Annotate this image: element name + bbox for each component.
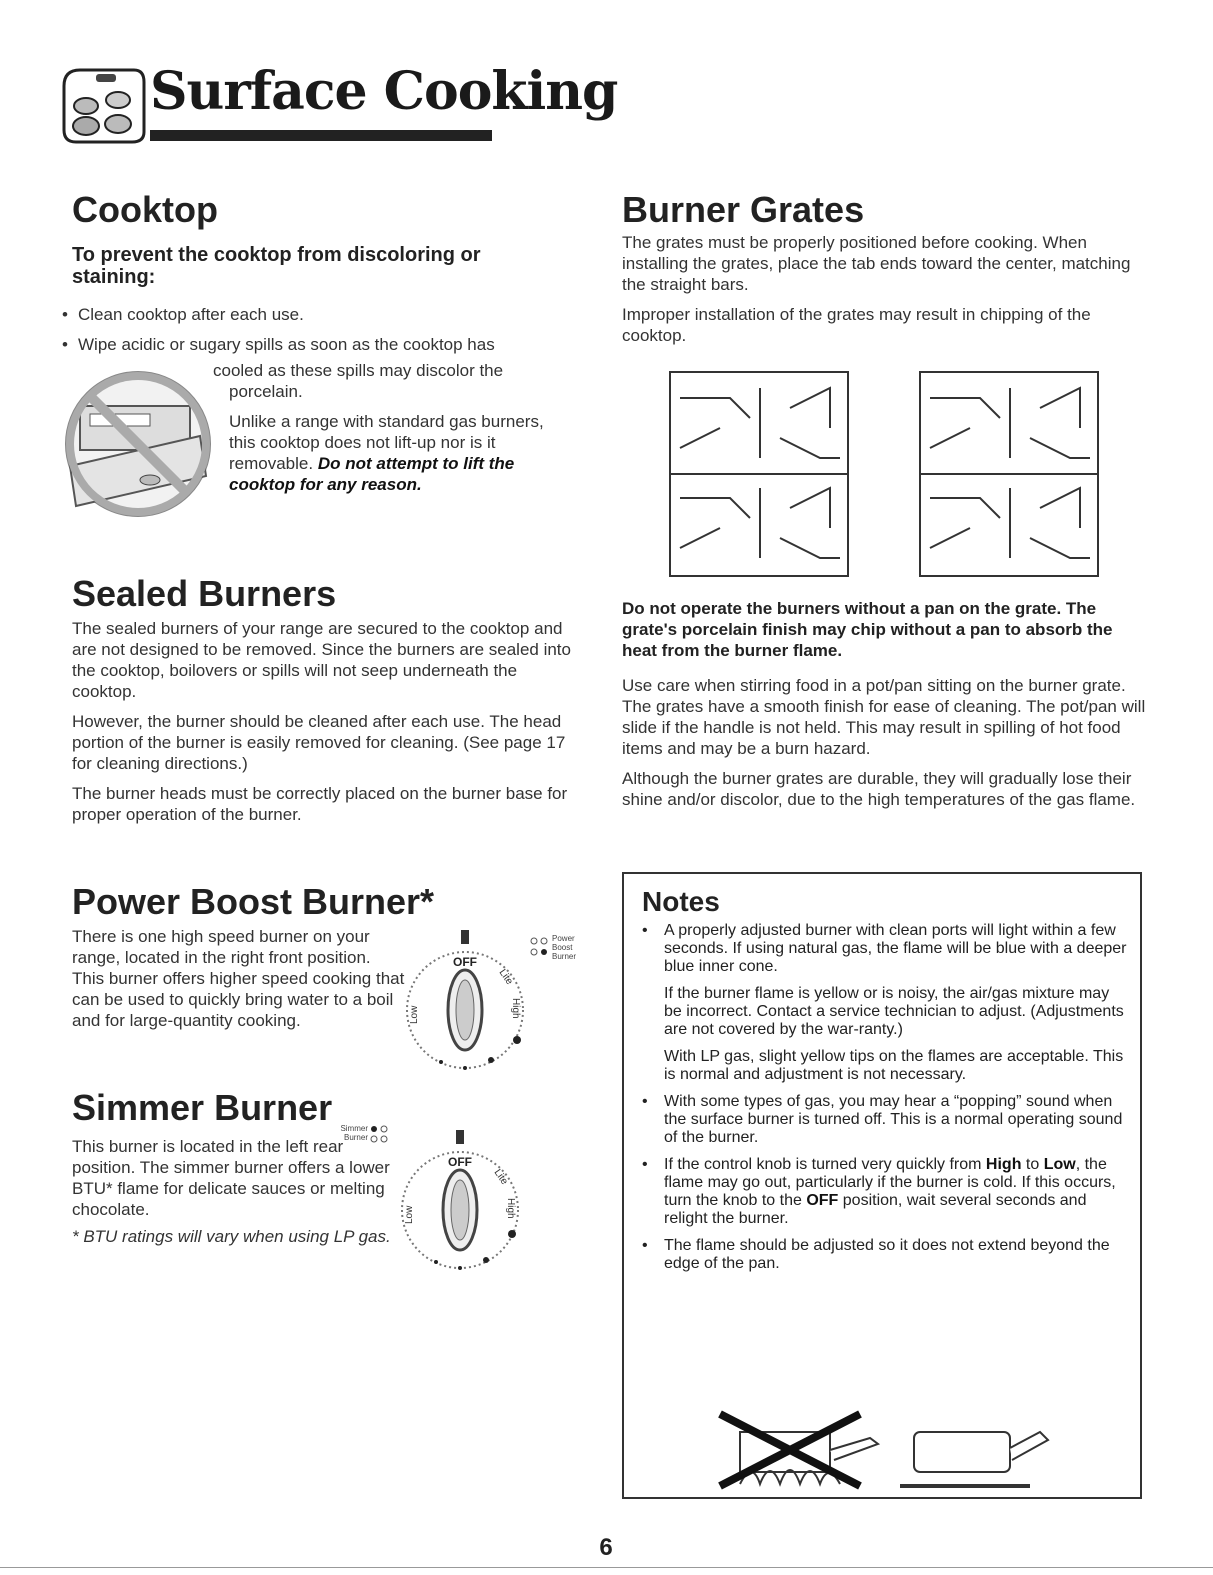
simmer-burner-paragraph: This burner is located in the left rear position. The simmer burner offers a lower BTU* flame for delicate sauces or melting chocolate.: [72, 1137, 390, 1219]
cooktop-paragraph: this cooktop does not lift-up nor is it: [229, 433, 496, 452]
cooktop-section: [72, 190, 592, 355]
notes-text: , the flame may go out, particularly if the burner is cold. If this occurs, turn the knob to the: [664, 1156, 1116, 1209]
notes-content: [632, 880, 1130, 1282]
bottom-rule: [0, 1567, 1213, 1568]
power-boost-text-box: [72, 926, 407, 1031]
notes-bullet: • A properly adjusted burner with clean ports will light within a few seconds. If using natural gas, the flame will be blue with a deeper blue inner cone.: [632, 922, 1130, 976]
notes-text: position, wait several seconds and relight the burner.: [664, 1192, 1087, 1227]
knob-off-label: OFF: [448, 1155, 472, 1169]
sealed-burners-paragraph: The sealed burners of your range are secured to the cooktop and are not designed to be removed. Since the burners are sealed into the cooktop, boilovers or spills will not seep underneath the cooktop.: [72, 619, 571, 701]
low-setting: Low: [1043, 1156, 1076, 1173]
grates-warning: Do not operate the burners without a pan on the grate. The grate's porcelain finish may chip without a pan to absorb the heat from the burner flame.: [622, 599, 1113, 660]
notes-text: to: [1025, 1156, 1040, 1173]
knob-low-label: Low: [409, 1005, 420, 1024]
knob-low-label: Low: [404, 1205, 415, 1224]
knob-high-label: High: [505, 1198, 516, 1219]
cooktop-warning: Do not attempt to lift the: [317, 454, 515, 473]
notes-paragraph: If the burner flame is yellow or is noisy, the air/gas mixture may be incorrect. Contact a service technician to adjust. (Adjustments are not covered by the war-ranty.): [664, 985, 1124, 1038]
cooktop-continuation: cooled as these spills may discolor the: [213, 361, 504, 380]
burner-grates-paragraph: Although the burner grates are durable, they will gradually lose their shine and/or discolor, due to the high temperatures of the gas flame.: [622, 769, 1136, 809]
sealed-burners-heading: Sealed Burners: [72, 573, 337, 614]
notes-paragraph: With LP gas, slight yellow tips on the flames are acceptable. This is normal and adjustment is not necessary.: [664, 1048, 1124, 1083]
power-boost-indicator-label: Burner: [552, 952, 577, 961]
sealed-burners-paragraph: The burner heads must be correctly placed on the burner base for proper operation of the burner.: [72, 784, 568, 824]
sealed-burners-paragraph: However, the burner should be cleaned after each use. The head portion of the burner is easily removed for cleaning. (See page 17 for cleaning directions.): [72, 712, 566, 773]
burner-grates-paragraph: The grates must be properly positioned before cooking. When installing the grates, place the tab ends toward the center, matching the straight bars.: [622, 233, 1131, 294]
cooktop-icon: [60, 62, 146, 148]
burner-grates-paragraph: Improper installation of the grates may result in chipping of the cooktop.: [622, 305, 1091, 345]
knob-lite-label: Lite: [496, 967, 515, 987]
title-underline: [150, 130, 492, 141]
cooktop-bullet: • Wipe acidic or sugary spills as soon as the cooktop has: [60, 334, 592, 355]
burner-grates-paragraph: Use care when stirring food in a pot/pan sitting on the burner grate. The grates have a smooth finish for ease of cleaning. The pot/pan will slide if the handle is not held. This may result in spilling of hot food items and may be a burn hazard.: [622, 676, 1146, 758]
burner-grates-heading: Burner Grates: [622, 189, 865, 230]
cooktop-bullet: • Clean cooktop after each use.: [60, 304, 592, 325]
simmer-burner-heading: Simmer Burner: [72, 1087, 333, 1128]
knob-high-label: High: [510, 998, 521, 1019]
burner-grates-lower: [622, 598, 1152, 819]
notes-bullet: • The flame should be adjusted so it does not extend beyond the edge of the pan.: [632, 1237, 1130, 1273]
burner-grates-section: [622, 190, 1152, 355]
knob-lite-label: Lite: [491, 1167, 510, 1187]
btu-footnote: * BTU ratings will vary when using LP gas.: [72, 1227, 391, 1246]
sealed-burners-section: [72, 574, 582, 834]
page-title: Surface Cooking: [150, 61, 618, 122]
cooktop-continuation: porcelain.: [229, 382, 303, 401]
off-setting: OFF: [806, 1192, 839, 1209]
cooktop-paragraph: Unlike a range with standard gas burners,: [229, 412, 544, 431]
simmer-knob: [390, 1128, 530, 1278]
cooktop-warning: cooktop for any reason.: [229, 475, 422, 494]
burner-grates-illustration: [650, 368, 1130, 580]
power-boost-paragraph: There is one high speed burner on your range, located in the right front position. This burner offers higher speed cooking that can be used to quickly bring water to a boil and for large-quantity cooking.: [72, 927, 405, 1030]
cooktop-subheading: To prevent the cooktop from discoloring or staining:: [72, 244, 481, 288]
simmer-burner-section: [72, 1088, 392, 1128]
simmer-text-box: [72, 1136, 392, 1247]
notes-text: If the control knob is turned very quickly from: [664, 1156, 982, 1173]
power-boost-indicator-label: Power: [552, 934, 575, 943]
notes-bullet: • With some types of gas, you may hear a “popping” sound when the surface burner is turned off. This is a normal operating sound of the burner.: [632, 1093, 1130, 1147]
cooktop-paragraph: removable.: [229, 454, 314, 473]
high-setting: High: [985, 1156, 1022, 1173]
no-lift-cooktop-illustration: [60, 366, 216, 522]
simmer-indicator-label: Burner: [343, 1133, 368, 1142]
power-boost-knob: [395, 928, 535, 1078]
flame-size-illustration: [700, 1410, 1080, 1494]
page-number: 6: [599, 1534, 613, 1561]
notes-heading: Notes: [642, 886, 720, 917]
cooktop-heading: Cooktop: [72, 189, 218, 230]
simmer-indicator-label: Simmer: [340, 1124, 368, 1133]
knob-off-label: OFF: [453, 955, 477, 969]
power-boost-heading: Power Boost Burner*: [72, 881, 435, 922]
power-boost-section: [72, 882, 592, 922]
notes-bullet: [632, 1156, 1130, 1228]
cooktop-wrap-text: [213, 360, 593, 495]
power-boost-indicator-label: Boost: [552, 943, 573, 952]
